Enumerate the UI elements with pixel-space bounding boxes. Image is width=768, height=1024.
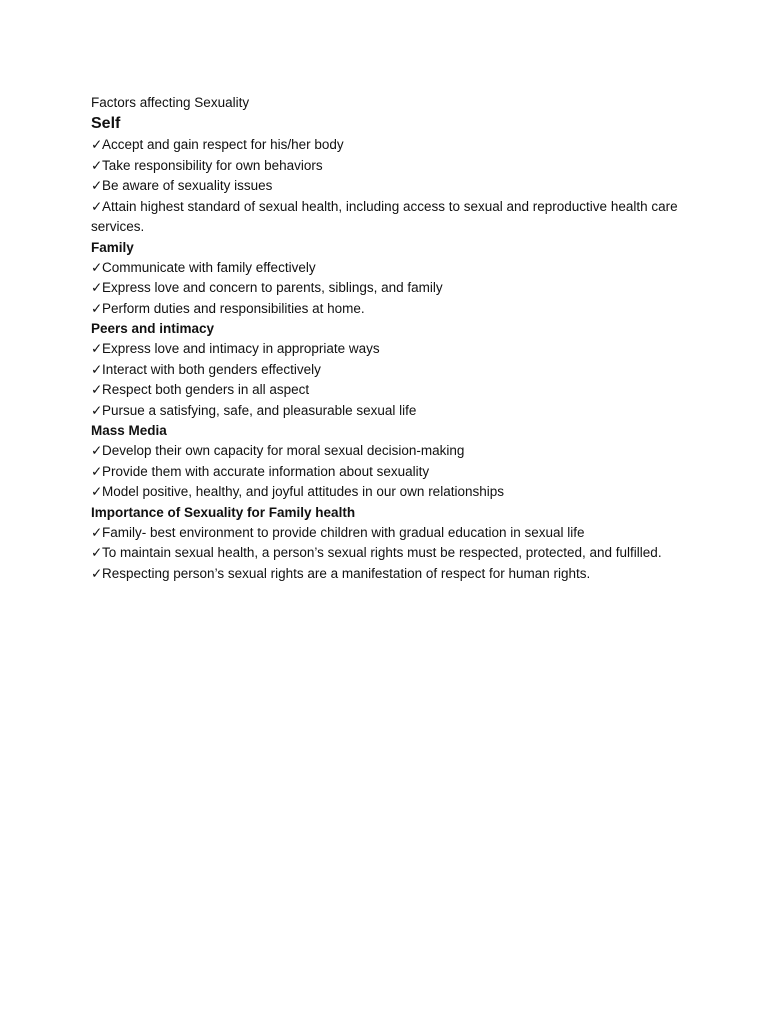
check-icon: ✓ xyxy=(91,300,103,316)
check-icon: ✓ xyxy=(91,198,103,214)
check-icon: ✓ xyxy=(91,157,103,173)
check-icon: ✓ xyxy=(91,259,103,275)
list-item: ✓Respecting person’s sexual rights are a manifestation of respect for human rights. xyxy=(91,564,691,585)
check-icon: ✓ xyxy=(91,280,103,295)
list-item: ✓Attain highest standard of sexual health, including access to sexual and reproductive health care services. xyxy=(91,198,678,234)
check-icon: ✓ xyxy=(91,443,103,458)
check-icon: ✓ xyxy=(91,484,103,499)
section-heading-peers: Peers and intimacy xyxy=(91,321,215,336)
section-heading-mass-media: Mass Media xyxy=(91,423,167,438)
list-item: ✓Express love and concern to parents, siblings, and family xyxy=(91,278,691,299)
list-item: ✓Provide them with accurate information about sexuality xyxy=(91,462,691,483)
check-icon: ✓ xyxy=(91,341,103,356)
section-heading-self: Self xyxy=(91,115,121,132)
list-item: ✓Family- best environment to provide children with gradual education in sexual life xyxy=(91,523,691,544)
list-item: ✓Model positive, healthy, and joyful attitudes in our own relationships xyxy=(91,482,691,503)
check-icon: ✓ xyxy=(91,361,103,377)
list-item: ✓Accept and gain respect for his/her body xyxy=(91,135,691,156)
section-heading-family: Family xyxy=(91,239,134,255)
list-item: ✓Take responsibility for own behaviors xyxy=(91,156,691,177)
check-icon: ✓ xyxy=(91,463,103,479)
check-icon: ✓ xyxy=(91,524,103,540)
check-icon: ✓ xyxy=(91,382,103,397)
document-page xyxy=(91,93,691,584)
check-icon: ✓ xyxy=(91,178,103,193)
section-heading-importance: Importance of Sexuality for Family health xyxy=(91,504,356,520)
check-icon: ✓ xyxy=(91,137,103,152)
list-item: ✓Communicate with family effectively xyxy=(91,258,691,279)
list-item: ✓Perform duties and responsibilities at home. xyxy=(91,299,691,320)
check-icon: ✓ xyxy=(91,545,103,560)
list-item: ✓Respect both genders in all aspect xyxy=(91,380,691,401)
check-icon: ✓ xyxy=(91,402,103,418)
list-item: ✓Pursue a satisfying, safe, and pleasurable sexual life xyxy=(91,401,691,422)
list-item: ✓Develop their own capacity for moral sexual decision-making xyxy=(91,441,691,462)
list-item: ✓Express love and intimacy in appropriate ways xyxy=(91,339,691,360)
list-item: ✓Be aware of sexuality issues xyxy=(91,176,691,197)
document-title: Factors affecting Sexuality xyxy=(91,95,250,110)
check-icon: ✓ xyxy=(91,565,103,581)
list-item: ✓Interact with both genders effectively xyxy=(91,360,691,381)
list-item: ✓To maintain sexual health, a person’s sexual rights must be respected, protected, and fulfilled. xyxy=(91,543,691,564)
